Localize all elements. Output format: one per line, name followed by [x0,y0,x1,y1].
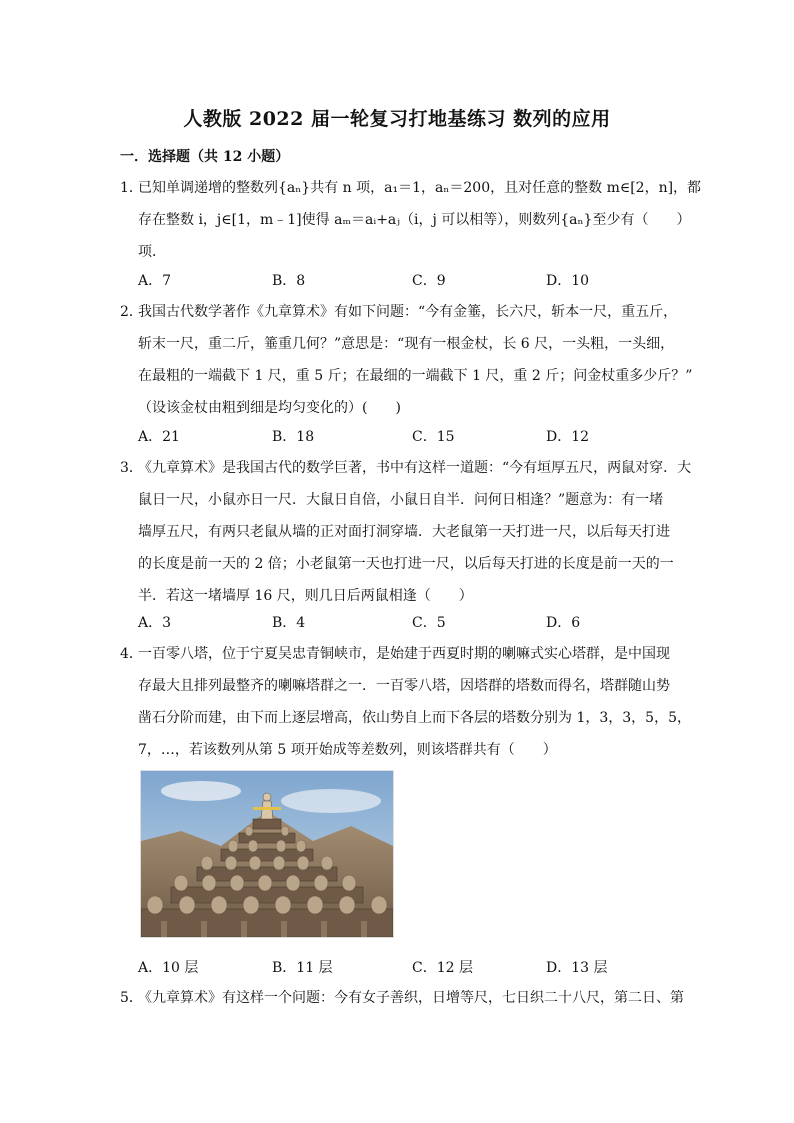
option-d: D．13 层 [546,960,608,976]
option-a: A．21 [138,429,180,445]
question-line: 一百零八塔，位于宁夏吴忠青铜峡市，是始建于西夏时期的喇嘛式实心塔群，是中国现 [138,646,670,662]
question-line: 斩末一尺，重二斤，箠重几何？”意思是：“现有一根金杖，长 6 尺，一头粗，一头细， [138,336,675,352]
question-3 [120,452,690,612]
option-c: C．12 层 [412,960,473,976]
option-b: B．4 [272,615,306,631]
question-number: 1． [120,180,143,196]
option-d: D．10 [546,273,590,289]
option-a: A．10 层 [138,960,199,976]
option-a: A．7 [138,273,172,289]
question-line: 7，…，若该数列从第 5 项开始成等差数列，则该塔群共有（ ） [138,742,557,758]
option-d: D．12 [546,429,590,445]
question-1 [120,172,702,268]
question-4 [120,638,690,766]
option-c: C．9 [412,273,446,289]
option-b: B．11 层 [272,960,333,976]
question-2 [120,296,693,424]
question-line: 项． [138,244,166,260]
question-5 [120,982,690,1014]
options-3 [138,612,698,634]
question-line: 半．若这一堵墙厚 16 尺，则几日后两鼠相逢（ ） [138,588,473,604]
option-b: B．8 [272,273,306,289]
question-number: 5． [120,990,143,1006]
option-c: C．15 [412,429,455,445]
pagoda-photo [140,770,394,938]
question-line: （设该金杖由粗到细是均匀变化的）( ) [138,400,401,416]
question-line: 存最大且排列最整齐的喇嘛塔群之一．一百零八塔，因塔群的塔数而得名，塔群随山势 [138,678,670,694]
question-number: 4． [120,646,143,662]
question-number: 2． [120,304,143,320]
question-line: 在最粗的一端截下 1 尺，重 5 斤；在最细的一端截下 1 尺，重 2 斤；问金杖重多少斤？” [138,368,693,384]
question-number: 3． [120,460,143,476]
section-heading: 一．选择题（共 12 小题） [120,149,290,165]
option-a: A．3 [138,615,172,631]
options-1 [138,270,698,292]
page-title: 人教版 2022 届一轮复习打地基练习 数列的应用 [183,108,611,130]
option-c: C．5 [412,615,446,631]
options-2 [138,426,698,448]
question-line: 《九章算术》是我国古代的数学巨著，书中有这样一道题：“今有垣厚五尺，两鼠对穿．大 [138,460,692,476]
question-line: 凿石分阶而建，由下而上逐层增高，依山势自上而下各层的塔数分别为 1，3，3，5，5， [138,710,691,726]
question-line: 存在整数 i，j∈[1，m﹣1]使得 aₘ＝aᵢ+aⱼ（i，j 可以相等），则数列{aₙ}至少有（ ） [138,212,691,228]
question-line: 的长度是前一天的 2 倍；小老鼠第一天也打进一尺，以后每天打进的长度是前一天的一 [138,556,674,572]
options-4 [138,957,698,979]
question-line: 鼠日一尺，小鼠亦日一尺．大鼠日自倍，小鼠日自半．问何日相逢？”题意为：有一堵 [138,492,664,508]
question-line: 墙厚五尺，有两只老鼠从墙的正对面打洞穿墙．大老鼠第一天打进一尺，以后每天打进 [138,524,670,540]
question-line: 《九章算术》有这样一个问题：今有女子善织，日增等尺，七日织二十八尺，第二日、第 [138,990,684,1006]
question-line: 已知单调递增的整数列{aₙ}共有 n 项，a₁＝1，aₙ＝200，且对任意的整数 m∈[2，n]，都 [138,180,702,196]
option-d: D．6 [546,615,581,631]
question-line: 我国古代数学著作《九章算术》有如下问题：“今有金箠，长六尺，斩本一尺，重五斤， [138,304,678,320]
option-b: B．18 [272,429,315,445]
